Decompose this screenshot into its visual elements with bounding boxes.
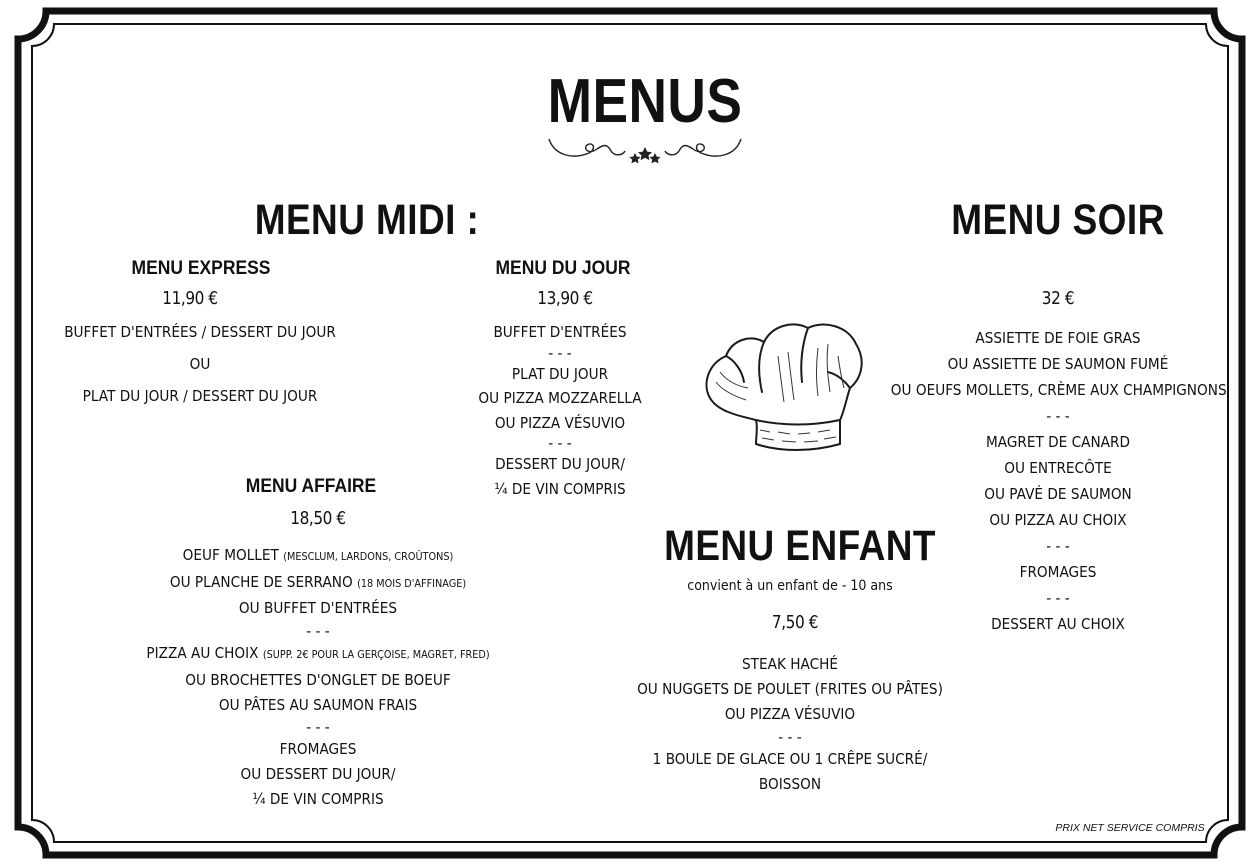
menu-item: OU PAVÉ DE SAUMON [984, 485, 1132, 503]
separator: - - - [778, 728, 802, 746]
menu-enfant-heading: MENU ENFANT [664, 522, 936, 570]
menu-du-jour-items [454, 320, 665, 501]
menu-du-jour-price: 13,90 € [537, 288, 593, 309]
menu-affaire-items [89, 543, 547, 811]
menu-enfant-note: convient à un enfant de - 10 ans [687, 578, 893, 594]
menu-item: PLAT DU JOUR [511, 364, 609, 383]
menu-item: ¼ DE VIN COMPRIS [252, 789, 384, 808]
menu-item: OU PIZZA AU CHOIX [989, 511, 1127, 529]
menu-item: OU [189, 355, 211, 373]
separator: - - - [1046, 589, 1070, 607]
separator: - - - [306, 622, 330, 641]
separator: - - - [548, 343, 572, 362]
menu-soir-price: 32 € [1041, 288, 1075, 309]
menu-item: 1 BOULE DE GLACE OU 1 CRÊPE SUCRÉ/ [652, 750, 928, 768]
menu-express-items [42, 320, 359, 410]
menu-item: ¼ DE VIN COMPRIS [494, 479, 626, 498]
menu-midi-heading: MENU MIDI : [254, 196, 480, 244]
menu-item: OU NUGGETS DE POULET (FRITES OU PÂTES) [637, 680, 943, 698]
star-ornament-icon [545, 135, 745, 165]
menu-item: OU PIZZA MOZZARELLA [478, 389, 642, 407]
menu-item: OU ASSIETTE DE SAUMON FUMÉ [947, 355, 1169, 373]
menu-item: PIZZA AU CHOIX (SUPP. 2€ POUR LA GERÇOISE, MAGRET, FRED) [146, 644, 490, 663]
menu-item: OU DESSERT DU JOUR/ [240, 764, 396, 783]
separator: - - - [1046, 407, 1070, 425]
menu-item: FROMAGES [279, 740, 357, 759]
menu-item: ASSIETTE DE FOIE GRAS [975, 329, 1141, 347]
menu-item: OU PLANCHE DE SERRANO (18 MOIS D'AFFINAGE) [169, 572, 467, 591]
menu-item: OU BROCHETTES D'ONGLET DE BOEUF [185, 670, 451, 689]
menu-item: OEUF MOLLET (MESCLUM, LARDONS, CROÛTONS) [182, 546, 454, 564]
menu-item: BOISSON [758, 775, 822, 793]
menu-item: BUFFET D'ENTRÉES [493, 323, 627, 341]
chef-hat-icon [700, 316, 870, 458]
menu-item: MAGRET DE CANARD [985, 433, 1131, 451]
menu-soir-heading: MENU SOIR [951, 196, 1165, 244]
menu-du-jour-title: MENU DU JOUR [495, 258, 631, 279]
footer-note: PRIX NET SERVICE COMPRIS [1055, 822, 1205, 834]
menu-affaire-title: MENU AFFAIRE [245, 476, 377, 497]
separator: - - - [1046, 537, 1070, 555]
menu-affaire-price: 18,50 € [290, 508, 346, 529]
separator: - - - [306, 718, 330, 737]
menu-item: STEAK HACHÉ [742, 655, 838, 673]
page-title: MENUS [547, 67, 743, 136]
menu-express-price: 11,90 € [162, 288, 218, 309]
menu-item: OU PÂTES AU SAUMON FRAIS [218, 695, 418, 714]
menu-enfant-price: 7,50 € [771, 612, 819, 633]
menu-item: OU PIZZA VÉSUVIO [494, 413, 626, 432]
menu-item: BUFFET D'ENTRÉES / DESSERT DU JOUR [64, 323, 336, 341]
menu-item: OU ENTRECÔTE [1004, 459, 1112, 477]
menu-enfant-items [623, 652, 957, 797]
menu-item: OU OEUFS MOLLETS, CRÈME AUX CHAMPIGNONS [890, 381, 1227, 399]
menu-item: OU PIZZA VÉSUVIO [724, 705, 856, 723]
menu-express-title: MENU EXPRESS [131, 258, 271, 279]
menu-item: DESSERT DU JOUR/ [495, 455, 625, 473]
menu-item: DESSERT AU CHOIX [991, 615, 1125, 633]
menu-item: FROMAGES [1019, 563, 1097, 581]
separator: - - - [548, 434, 572, 452]
menu-item: OU BUFFET D'ENTRÉES [238, 599, 398, 618]
menu-item: PLAT DU JOUR / DESSERT DU JOUR [82, 387, 318, 405]
